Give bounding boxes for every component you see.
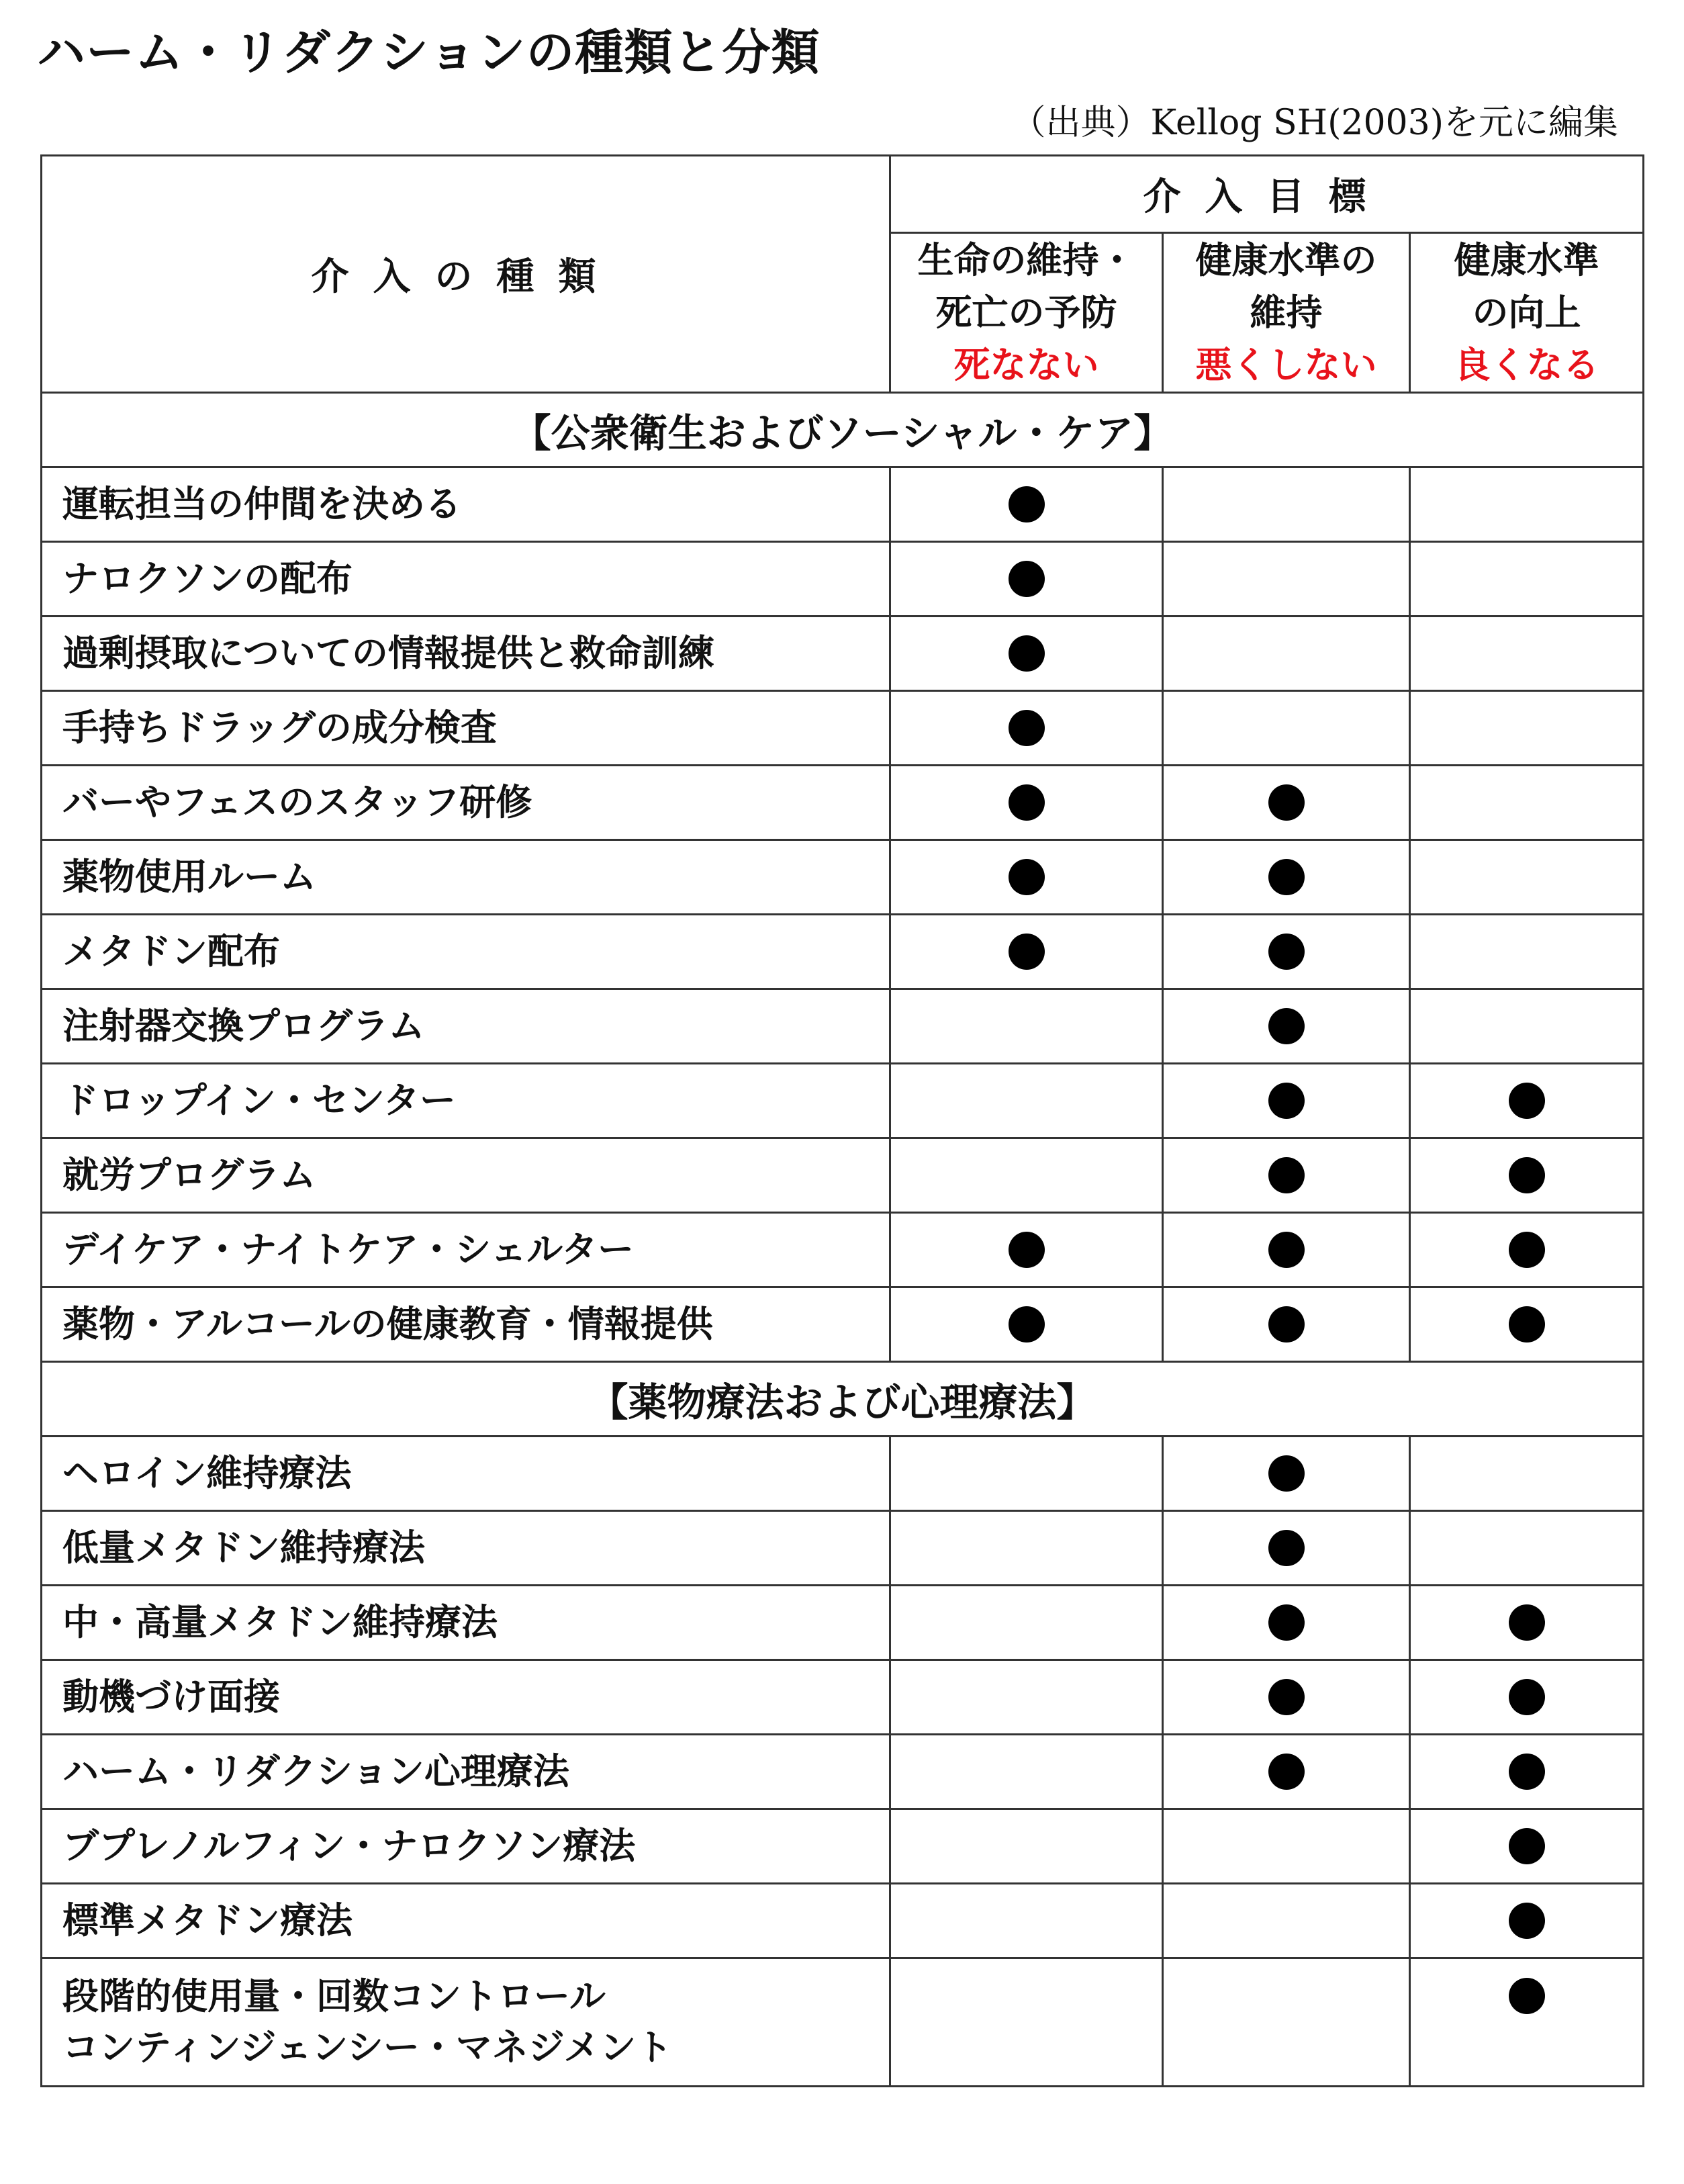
filled-circle-icon [1009,1232,1045,1268]
table-row [42,840,1644,915]
header-goal-line1: 生命の維持・ [917,238,1135,281]
table-row [42,766,1644,840]
goal-cell [1410,1437,1644,1511]
filled-circle-icon [1509,1157,1545,1193]
intervention-label-line: 動機づけ面接 [62,1676,280,1718]
goal-cell [890,617,1163,691]
goal-cell [1163,542,1410,617]
intervention-label [42,840,890,915]
intervention-label [42,1809,890,1884]
goal-cell [890,691,1163,766]
goal-cell [890,1884,1163,1958]
goal-cell [890,1064,1163,1138]
intervention-label-line: メタドン配布 [62,930,280,972]
goal-cell [1163,467,1410,542]
goal-cell [1410,1884,1644,1958]
goal-cell [1163,766,1410,840]
goal-cell [890,1437,1163,1511]
intervention-label-line: 過剰摂取についての情報提供と救命訓練 [62,632,714,674]
goal-cell [1163,989,1410,1064]
table-row [42,1437,1644,1511]
intervention-label-line: 中・高量メタドン維持療法 [62,1601,498,1643]
intervention-label-line: ハーム・リダクション心理療法 [62,1750,569,1792]
goal-cell [1410,840,1644,915]
goal-cell [890,1809,1163,1884]
goal-cell [1163,1437,1410,1511]
header-goal-survival [890,233,1163,393]
intervention-label-line: ヘロイン維持療法 [62,1452,352,1494]
header-goal-maintain-health [1163,233,1410,393]
intervention-label [42,1660,890,1735]
intervention-label [42,1958,890,2087]
goal-cell [890,1511,1163,1586]
goal-cell [1163,915,1410,989]
intervention-label-line: 薬物・アルコールの健康教育・情報提供 [62,1303,713,1345]
section-title: 【薬物療法および心理療法】 [42,1362,1644,1437]
filled-circle-icon [1509,1604,1545,1641]
goal-cell [890,1213,1163,1287]
filled-circle-icon [1268,1604,1305,1641]
intervention-label-line: 就労プログラム [62,1154,316,1196]
table-row [42,1660,1644,1735]
goal-cell [1163,617,1410,691]
goal-cell [890,766,1163,840]
goal-cell [1410,467,1644,542]
goal-cell [1410,1064,1644,1138]
table-row [42,467,1644,542]
table-row [42,1809,1644,1884]
goal-cell [1163,1138,1410,1213]
intervention-label [42,1437,890,1511]
goal-cell [1163,1511,1410,1586]
intervention-label [42,1138,890,1213]
goal-cell [890,1287,1163,1362]
goal-cell [1410,989,1644,1064]
filled-circle-icon [1268,1679,1305,1715]
intervention-label [42,1511,890,1586]
intervention-label [42,617,890,691]
intervention-label-line: ブプレノルフィン・ナロクソン療法 [62,1825,636,1867]
filled-circle-icon [1509,1828,1545,1864]
table-row [42,1958,1644,2087]
goal-cell [1410,766,1644,840]
table-row [42,1884,1644,1958]
intervention-label [42,542,890,617]
header-goal-tag: 悪くしない [1195,343,1377,386]
intervention-label [42,989,890,1064]
goal-cell [1163,1213,1410,1287]
goal-cell [1163,1586,1410,1660]
filled-circle-icon [1509,1306,1545,1343]
goal-cell [890,1586,1163,1660]
classification-table [40,154,1644,2087]
intervention-label [42,1064,890,1138]
header-intervention-goal: 介入目標 [890,156,1644,233]
filled-circle-icon [1268,1157,1305,1193]
goal-cell [1163,1809,1410,1884]
goal-cell [890,989,1163,1064]
goal-cell [1410,1138,1644,1213]
goal-cell [890,840,1163,915]
header-intervention-type: 介入の種類 [42,156,890,393]
goal-cell [890,467,1163,542]
header-goal-tag: 死なない [953,343,1099,386]
filled-circle-icon [1268,784,1305,821]
section-row [42,1362,1644,1437]
table-row [42,542,1644,617]
intervention-label [42,1884,890,1958]
goal-cell [1163,1735,1410,1809]
goal-cell [1163,1958,1410,2087]
header-goal-line2: 維持 [1250,291,1323,334]
table-row [42,1064,1644,1138]
table-row [42,1586,1644,1660]
filled-circle-icon [1009,635,1045,672]
intervention-label [42,1735,890,1809]
goal-cell [1410,1586,1644,1660]
filled-circle-icon [1268,1754,1305,1790]
filled-circle-icon [1268,1530,1305,1566]
goal-cell [1410,1809,1644,1884]
goal-cell [890,1958,1163,2087]
intervention-label [42,1287,890,1362]
goal-cell [890,915,1163,989]
filled-circle-icon [1509,1083,1545,1119]
goal-cell [1410,1213,1644,1287]
goal-cell [1163,1287,1410,1362]
goal-cell [1163,840,1410,915]
goal-cell [1410,691,1644,766]
section-row [42,393,1644,467]
goal-cell [1163,691,1410,766]
table-row [42,1735,1644,1809]
intervention-label [42,766,890,840]
table-row [42,1511,1644,1586]
filled-circle-icon [1268,934,1305,970]
table-row [42,1213,1644,1287]
filled-circle-icon [1009,710,1045,746]
filled-circle-icon [1509,1754,1545,1790]
filled-circle-icon [1509,1232,1545,1268]
goal-cell [1410,1735,1644,1809]
filled-circle-icon [1009,934,1045,970]
header-goal-improve-health [1410,233,1644,393]
goal-cell [890,542,1163,617]
intervention-label-line: バーやフェスのスタッフ研修 [62,781,532,823]
intervention-label-line: ナロクソンの配布 [62,557,353,600]
intervention-label [42,1586,890,1660]
goal-cell [890,1660,1163,1735]
goal-cell [1410,1511,1644,1586]
intervention-label-line: 注射器交換プログラム [62,1005,425,1047]
filled-circle-icon [1268,1232,1305,1268]
filled-circle-icon [1509,1903,1545,1939]
goal-cell [1163,1660,1410,1735]
goal-cell [1410,1287,1644,1362]
intervention-label-line: 薬物使用ルーム [62,856,316,898]
goal-cell [1163,1064,1410,1138]
goal-cell [1410,1660,1644,1735]
filled-circle-icon [1009,561,1045,597]
goal-cell [1410,542,1644,617]
intervention-label-line: 低量メタドン維持療法 [62,1527,425,1569]
table-row [42,989,1644,1064]
header-goal-line2: の向上 [1472,291,1581,334]
filled-circle-icon [1268,1455,1305,1492]
page-title: ハーム・リダクションの種類と分類 [37,24,821,81]
intervention-label-line: 手持ちドラッグの成分検査 [62,707,497,749]
header-goal-line1: 健康水準の [1195,238,1377,281]
intervention-label-line: コンティンジェンシー・マネジメント [62,2026,673,2068]
filled-circle-icon [1268,1306,1305,1343]
goal-cell [890,1735,1163,1809]
filled-circle-icon [1009,859,1045,895]
intervention-label [42,691,890,766]
section-title: 【公衆衛生およびソーシャル・ケア】 [42,393,1644,467]
filled-circle-icon [1509,1679,1545,1715]
filled-circle-icon [1009,784,1045,821]
intervention-label [42,915,890,989]
intervention-label [42,1213,890,1287]
goal-cell [1410,617,1644,691]
header-goal-tag: 良くなる [1454,343,1599,386]
intervention-label-line: 運転担当の仲間を決める [62,483,461,525]
table-row [42,1287,1644,1362]
source-note: （出典）Kellog SH(2003)を元に編集 [1011,103,1618,143]
goal-cell [1410,915,1644,989]
filled-circle-icon [1268,859,1305,895]
intervention-label-line: 段階的使用量・回数コントロール [62,1975,606,2017]
filled-circle-icon [1509,1978,1545,2014]
table-row [42,691,1644,766]
filled-circle-icon [1268,1008,1305,1044]
goal-cell [1163,1884,1410,1958]
filled-circle-icon [1009,486,1045,522]
filled-circle-icon [1009,1306,1045,1343]
table-body [42,393,1644,2087]
intervention-label-line: 標準メタドン療法 [62,1899,353,1942]
header-goal-line1: 健康水準 [1454,238,1599,281]
intervention-label [42,467,890,542]
intervention-label-line: ドロップイン・センター [62,1079,456,1122]
header-goal-line2: 死亡の予防 [935,291,1117,334]
table-row [42,1138,1644,1213]
intervention-label-line: デイケア・ナイトケア・シェルター [62,1228,635,1271]
filled-circle-icon [1268,1083,1305,1119]
goal-cell [890,1138,1163,1213]
table-row [42,915,1644,989]
table-row [42,617,1644,691]
goal-cell [1410,1958,1644,2087]
